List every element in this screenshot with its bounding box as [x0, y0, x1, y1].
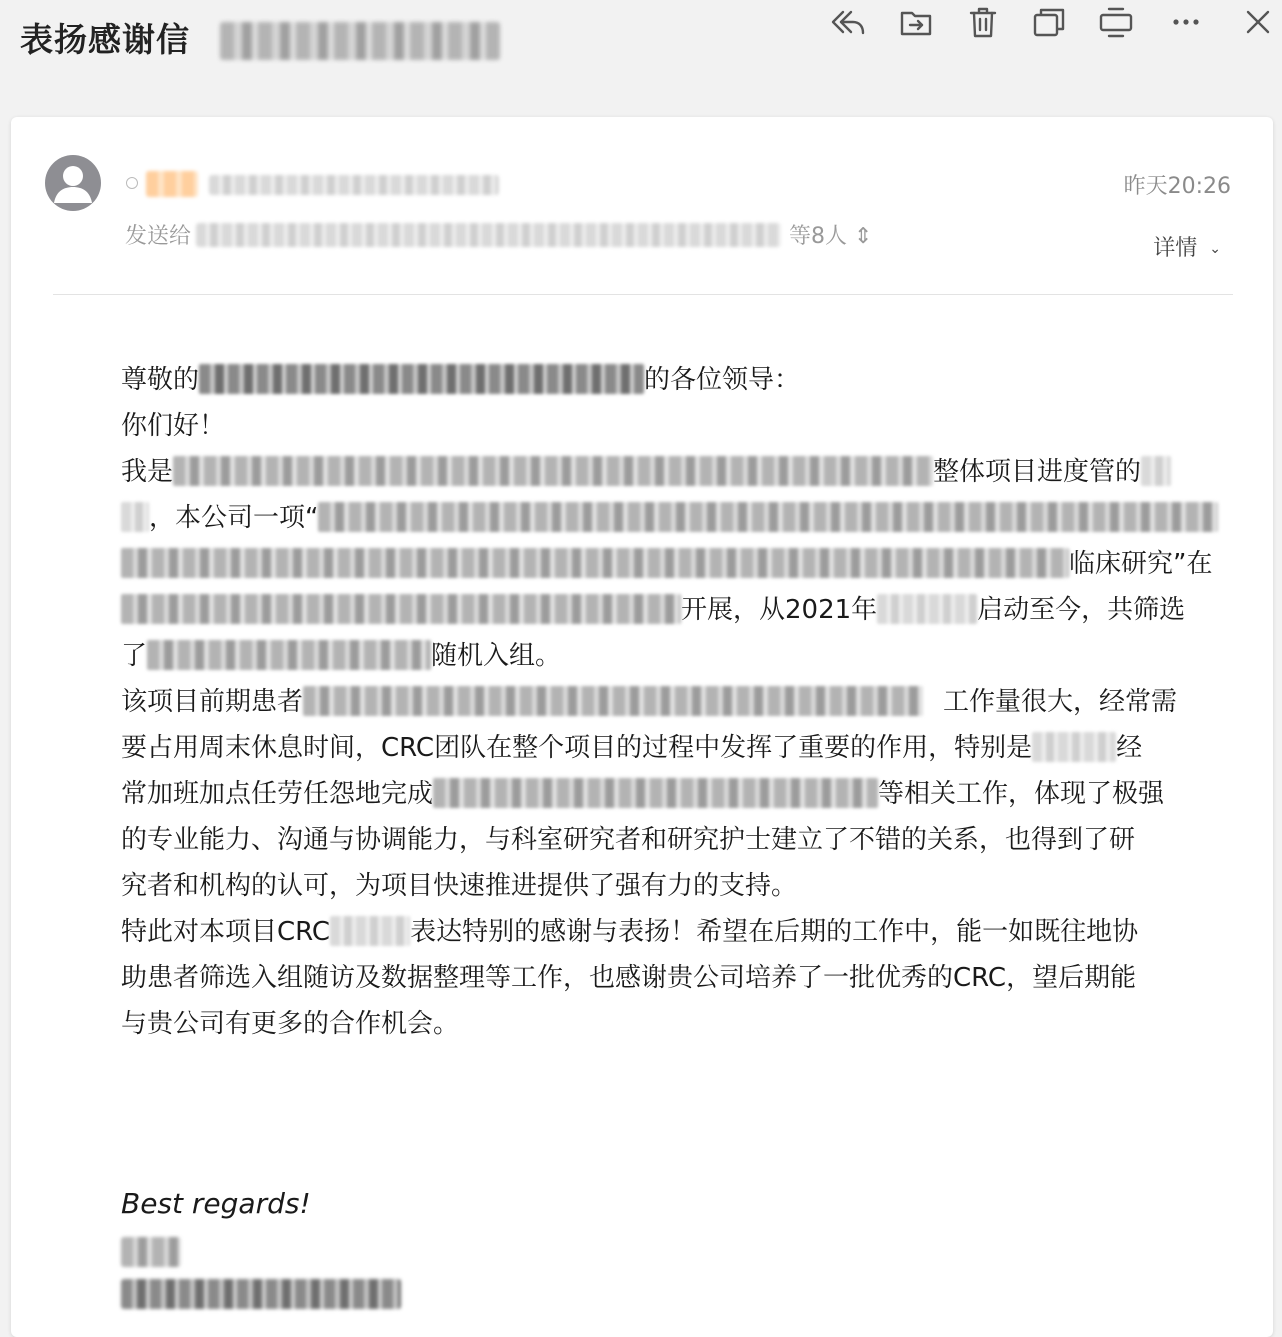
split-view-button[interactable]	[1094, 0, 1138, 44]
body-line: 助患者筛选入组随访及数据整理等工作，也感谢贵公司培养了一批优秀的CRC，望后期能	[121, 963, 1137, 993]
body-line: 了 随机入组。	[121, 641, 562, 671]
body-line: 该项目前期患者 工作量很大，经常需	[121, 687, 1178, 717]
recipients-expand[interactable]: 等8人 ⇕	[789, 224, 873, 249]
user-icon	[45, 155, 101, 211]
redacted-sender-email	[209, 175, 499, 195]
move-to-folder-icon	[897, 3, 935, 41]
body-line: 与贵公司有更多的合作机会。	[121, 1009, 460, 1039]
redacted-text	[121, 548, 1069, 578]
split-view-icon	[1097, 3, 1135, 41]
header-divider	[53, 294, 1233, 295]
redacted-text	[318, 502, 1218, 532]
body-line: 你们好！	[121, 411, 226, 441]
signoff: Best regards!	[121, 1187, 311, 1220]
close-button[interactable]	[1236, 0, 1280, 44]
email-subject: 表扬感谢信	[20, 20, 190, 59]
redacted-sender-name	[146, 171, 198, 197]
body-line: 开展，从2021年 启动至今，共筛选	[121, 587, 1221, 633]
redacted-recipients	[196, 223, 781, 247]
close-icon	[1239, 3, 1277, 41]
delete-button[interactable]	[961, 0, 1005, 44]
redacted-text	[303, 686, 923, 716]
sender-status-icon	[126, 177, 138, 189]
more-icon	[1167, 3, 1205, 41]
body-line: 我是 整体项目进度管的	[121, 449, 1221, 495]
redacted-text	[173, 456, 933, 486]
move-to-folder-button[interactable]	[894, 0, 938, 44]
recipients-label: 发送给	[125, 224, 192, 249]
redacted-signature-org	[121, 1279, 401, 1309]
redacted-text	[1032, 732, 1116, 762]
redacted-text	[433, 778, 878, 808]
redacted-text	[147, 640, 431, 670]
body-line: 尊敬的 的各位领导：	[121, 365, 801, 395]
redacted-text	[199, 364, 644, 394]
body-line: ，本公司一项“	[121, 495, 1221, 541]
body-line: 特此对本项目CRC 表达特别的感谢与表扬！希望在后期的工作中，能一如既往地协	[121, 917, 1139, 947]
redacted-text	[121, 594, 681, 624]
redacted-signature-name	[121, 1237, 181, 1267]
redacted-text	[330, 916, 410, 946]
body-line: 的专业能力、沟通与协调能力，与科室研究者和研究护士建立了不错的关系，也得到了研	[121, 825, 1136, 855]
redacted-text	[121, 502, 149, 532]
open-window-icon	[1030, 3, 1068, 41]
reply-all-icon	[829, 3, 867, 41]
email-card	[11, 117, 1273, 1337]
body-line: 要占用周末休息时间，CRC团队在整个项目的过程中发挥了重要的作用，特别是 经	[121, 733, 1143, 763]
title-bar	[0, 0, 1282, 80]
reply-all-button[interactable]	[826, 0, 870, 44]
chevron-down-icon: ⌄	[1209, 241, 1221, 257]
body-line: 究者和机构的认可，为项目快速推进提供了强有力的支持。	[121, 871, 798, 901]
redacted-text	[877, 594, 977, 624]
body-line: 临床研究”在	[121, 541, 1221, 587]
redacted-text	[1141, 456, 1171, 486]
redacted-subject	[220, 22, 500, 60]
email-time: 昨天20:26	[1123, 174, 1231, 199]
trash-icon	[964, 3, 1002, 41]
avatar[interactable]	[45, 155, 101, 211]
more-button[interactable]	[1164, 0, 1208, 44]
open-in-window-button[interactable]	[1027, 0, 1071, 44]
details-toggle[interactable]	[1153, 231, 1221, 262]
body-line: 常加班加点任劳任怨地完成 等相关工作，体现了极强	[121, 779, 1165, 809]
email-body	[121, 357, 1221, 1047]
details-label: 详情	[1153, 236, 1198, 261]
